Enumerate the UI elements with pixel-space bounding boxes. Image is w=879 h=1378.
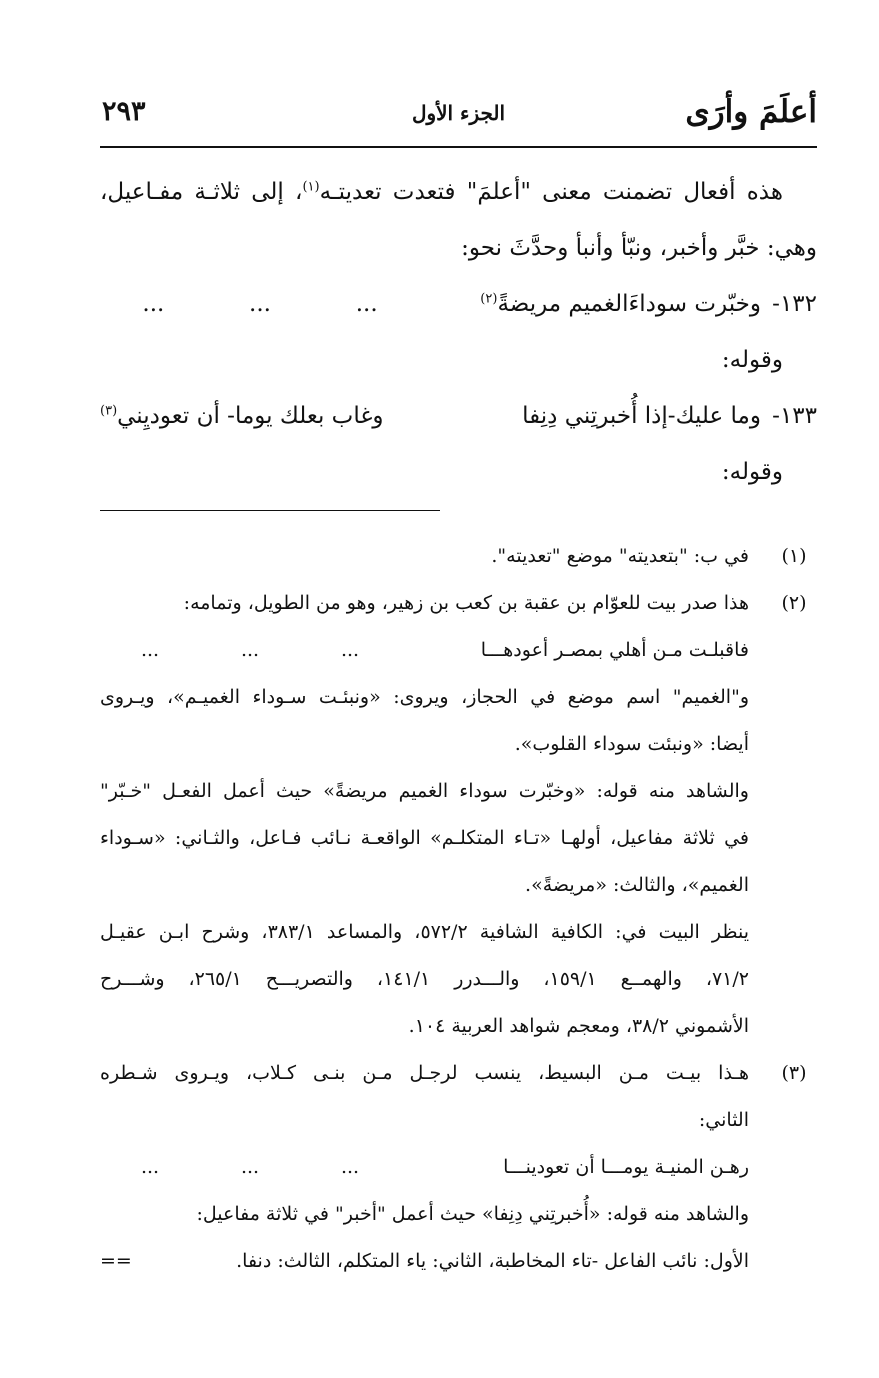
verse-first-hemistich-dots (100, 628, 425, 675)
paragraph-line (100, 224, 817, 280)
verse-133 (100, 392, 817, 448)
book-page (100, 0, 817, 1378)
footnote-separator (100, 510, 440, 511)
running-header (100, 92, 817, 138)
page-number: ٢٩٣ (102, 96, 146, 127)
ellipsis: ... (355, 291, 378, 317)
text-span: هذه أفعال تضمنت معنى "أعلمَ" فتعدت تعديتـه (319, 179, 783, 205)
paragraph-line (100, 336, 817, 392)
footnote-marker: (٢) (480, 291, 498, 307)
verse-first-hemistich-dots (100, 1145, 425, 1192)
footnote-2 (100, 581, 817, 628)
footnote-text-line: والشاهد منه قوله: «أُخبرتِني دِنِفا» حيث أعمل "أخبر" في ثلاثة مفاعيل: (196, 1203, 749, 1225)
footnote-number: (٢) (781, 592, 807, 614)
continuation-mark: == (100, 1250, 132, 1272)
verse-number: ١٣٢- (772, 291, 817, 317)
footnote-text-line: ٧١/٢، والهمــع ١٥٩/١، والـــدرر ١٤١/١، والتصريـــح ٢٦٥/١، وشـــرح (100, 968, 749, 990)
footnotes (100, 534, 817, 1286)
chapter-title: أعلَمَ وأرَى (685, 94, 817, 130)
verse-second-hemistich: رهـن المنيـة يومـــا أن تعودينـــا (503, 1156, 749, 1178)
verse-second-hemistich: فاقبلـت مـن أهلي بمصـر أعودهـــا (480, 639, 749, 661)
part-title: الجزء الأول (411, 101, 506, 125)
footnote-marker: (٣) (100, 403, 118, 419)
footnote-text-line: الثاني: (698, 1109, 749, 1131)
footnote-verse (100, 1145, 817, 1192)
footnote-text-line: في ثلاثة مفاعيل، أولهـا «تـاء المتكلـم» الواقعـة نـائب فـاعل، والثـاني: «سـوداء (100, 827, 749, 849)
footnote-text-line: الأشموني ٣٨/٢، ومعجم شواهد العربية ١٠٤. (408, 1015, 749, 1037)
footnote-marker: (١) (302, 179, 320, 195)
footnote-text: هذا صدر بيت للعوّام بن عقبة بن كعب بن زهير، وهو من الطويل، وتمامه: (183, 592, 749, 614)
main-text (100, 168, 817, 504)
text-span: وقوله: (721, 459, 783, 485)
ellipsis: ... (240, 1156, 260, 1178)
footnote-1 (100, 534, 817, 581)
footnote-text-line: الأول: نائب الفاعل -تاء المخاطبة، الثاني: ياء المتكلم، الثالث: دنفا. == (100, 1239, 817, 1286)
text-span: وهي: خبَّر وأخبر، ونبّأ وأنبأ وحدَّثَ نحو: (461, 235, 817, 261)
verse-second-hemistich-dots (100, 280, 431, 336)
text-span: ، إلى ثلاثـة مفـاعيل، (100, 179, 303, 205)
verse-second-hemistich: وغاب بعلك يوما- أن تعوديِني$^{(٣)}$ (100, 403, 384, 429)
footnote-text-line: ينظر البيت في: الكافية الشافية ٥٧٢/٢، والمساعد ٣٨٣/١، وشرح ابـن عقيـل (100, 921, 750, 943)
ellipsis: ... (240, 639, 260, 661)
ellipsis: ... (140, 1156, 160, 1178)
footnote-verse (100, 628, 817, 675)
footnote-3 (100, 1051, 817, 1098)
ellipsis: ... (340, 1156, 360, 1178)
footnote-number: (٣) (781, 1062, 807, 1084)
header-rule (100, 146, 817, 148)
verse-132 (100, 280, 817, 336)
verse-first-hemistich: وخبّرت سوداءَالغميم مريضةً$^{(٢)}$ (480, 291, 761, 317)
text-span: وقوله: (721, 347, 783, 373)
verse-number: ١٣٣- (772, 403, 817, 429)
paragraph-line (100, 448, 817, 504)
footnote-number: (١) (781, 545, 807, 567)
verse-first-hemistich: وما عليك-إذا أُخبرتِني دِنِفا (522, 403, 761, 429)
footnote-text: هـذا بيـت مـن البسيط، ينسب لرجـل مـن بنـى كـلاب، ويـروى شـطره (100, 1062, 749, 1084)
footnote-text-line: و"الغميم" اسم موضع في الحجاز، ويروى: «ونبئـت سـوداء الغميـم»، ويـروى (100, 686, 749, 708)
ellipsis: ... (340, 639, 360, 661)
footnote-text-line: أيضا: «ونبئت سوداء القلوب». (514, 733, 749, 755)
ellipsis: ... (140, 639, 160, 661)
paragraph-line (100, 168, 817, 224)
footnote-text-line: والشاهد منه قوله: «وخبّرت سوداء الغميم مريضةً» حيث أعمل الفعـل "خـبّر" (100, 780, 749, 802)
ellipsis: ... (249, 291, 271, 317)
footnote-text: في ب: "بتعديته" موضع "تعديته". (491, 545, 749, 567)
footnote-text-line: الغميم»، والثالث: «مريضةً». (525, 874, 749, 896)
ellipsis: ... (142, 291, 165, 317)
